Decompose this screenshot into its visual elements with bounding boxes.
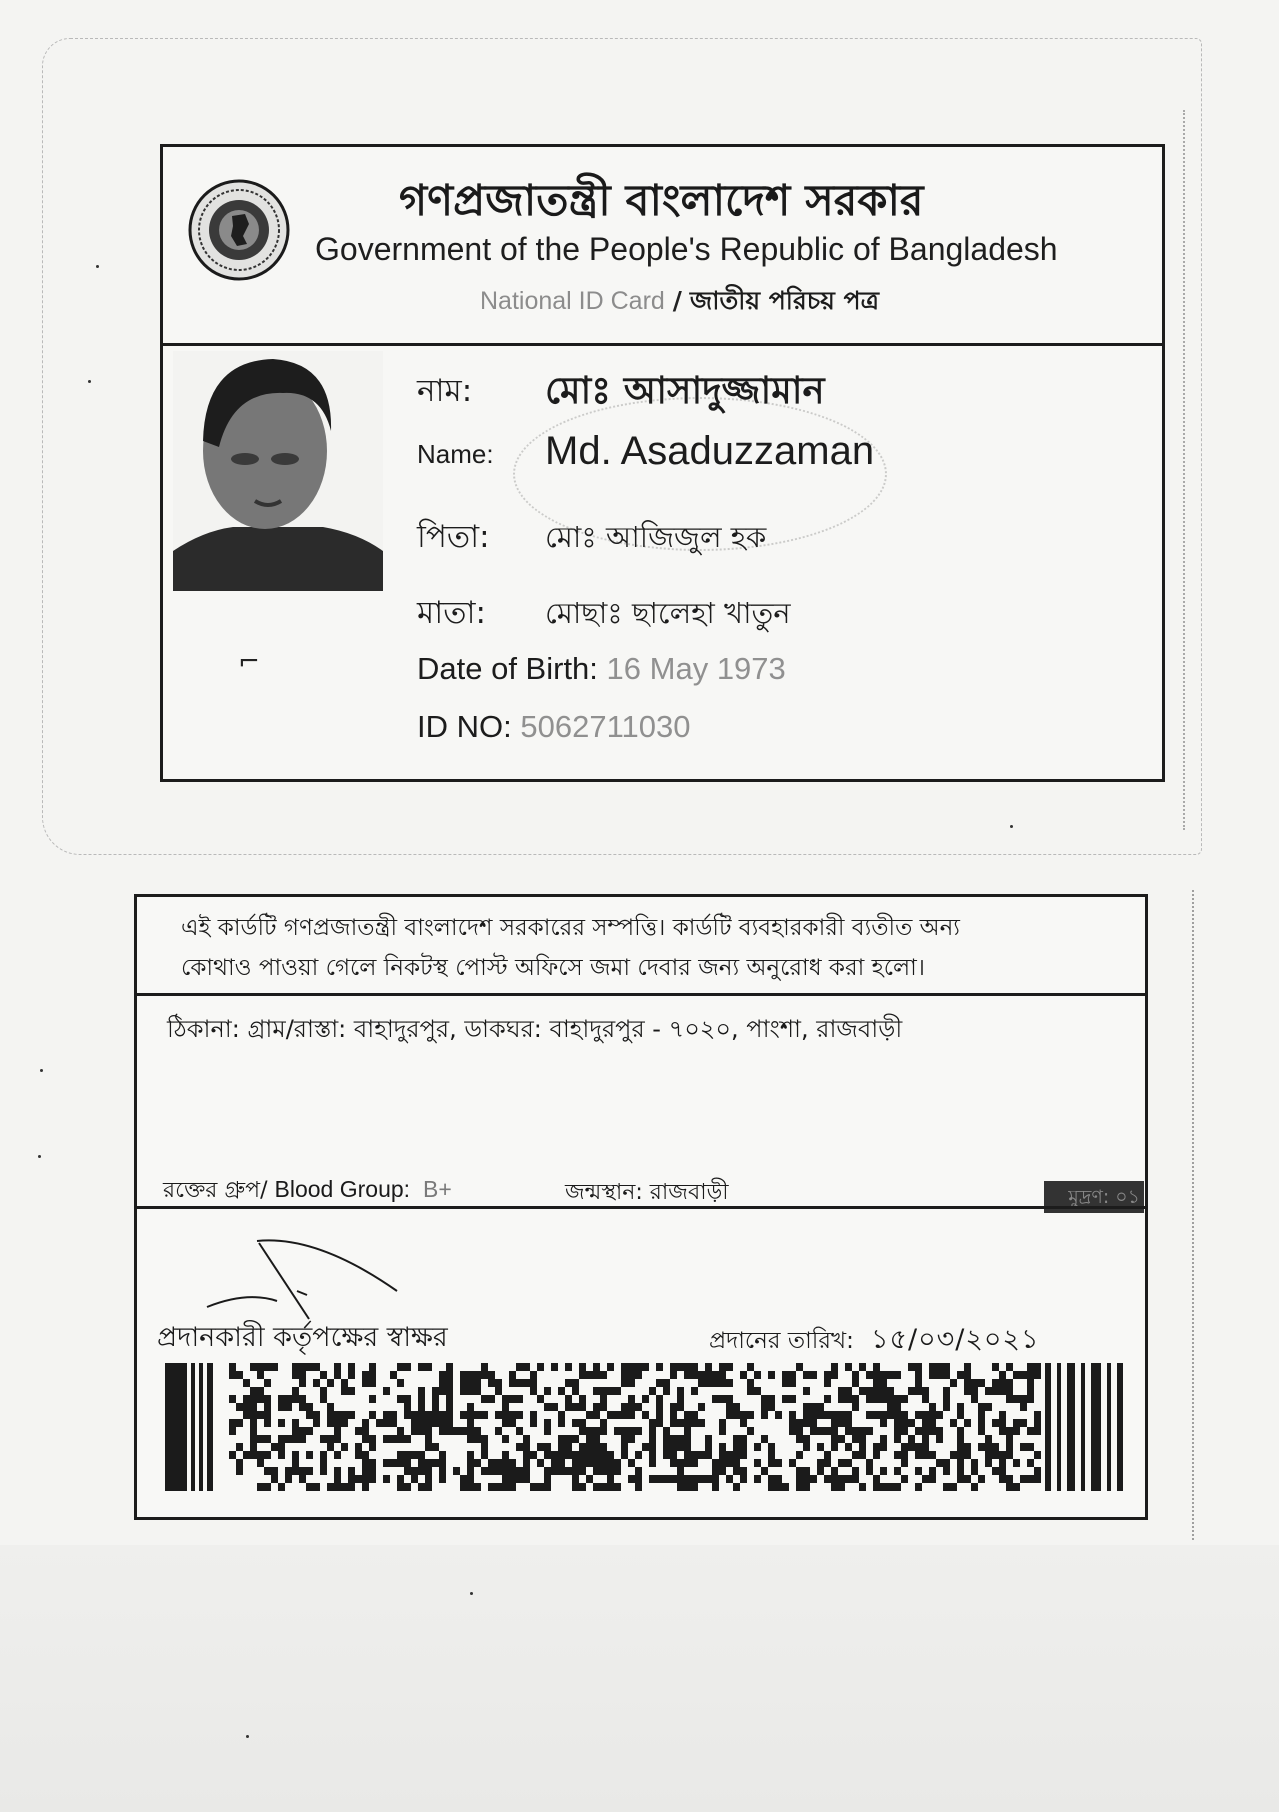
pdf417-barcode xyxy=(165,1363,1125,1491)
nid-back-card xyxy=(134,894,1148,1520)
card-type xyxy=(480,281,879,324)
scan-speck xyxy=(40,1069,43,1072)
dob-label: Date of Birth: xyxy=(417,651,598,686)
father-label: পিতা: xyxy=(417,519,490,555)
issue-date-label: প্রদানের তারিখ: xyxy=(709,1328,854,1354)
name-en-value: Md. Asaduzzaman xyxy=(545,429,875,473)
divider xyxy=(137,1206,1145,1209)
scan-speck xyxy=(246,1735,249,1738)
card-type-separator: / xyxy=(672,286,682,315)
name-en-label: Name: xyxy=(417,439,494,469)
id-value: 5062711030 xyxy=(520,709,691,744)
issue-date xyxy=(709,1319,1040,1364)
blood-group-label-sep: / xyxy=(260,1178,268,1203)
id-number xyxy=(417,709,690,745)
holder-photo xyxy=(173,351,383,591)
photocopy-edge xyxy=(1192,890,1194,1540)
id-label: ID NO: xyxy=(417,709,512,744)
card-type-english: National ID Card xyxy=(480,287,665,315)
government-seal-icon xyxy=(187,178,291,282)
blood-group-value: B+ xyxy=(423,1176,452,1202)
scan-shadow xyxy=(0,1545,1279,1812)
scan-speck xyxy=(470,1592,473,1595)
name-bn-value: মোঃ আসাদুজ্জামান xyxy=(545,369,825,412)
notice-line-2: কোথাও পাওয়া গেলে নিকটস্থ পোস্ট অফিসে জমা দেবার জন্য অনুরোধ করা হলো। xyxy=(181,955,926,981)
blood-group xyxy=(163,1173,452,1210)
father-value: মোঃ আজিজুল হক xyxy=(545,520,767,554)
print-tag: মুদ্রণ: ০১ xyxy=(1044,1181,1144,1213)
dob-value: 16 May 1973 xyxy=(606,651,786,686)
title-english: Government of the People's Republic of Bangladesh xyxy=(315,231,1058,267)
blood-group-label-bn: রক্তের গ্রুপ xyxy=(163,1178,261,1203)
nid-front-card xyxy=(160,144,1165,782)
notice-line-1: এই কার্ডটি গণপ্রজাতন্ত্রী বাংলাদেশ সরকারের সম্পত্তি। কার্ডটি ব্যবহারকারী ব্যতীত অন্য xyxy=(181,915,960,941)
scan-speck xyxy=(88,380,91,383)
photocopy-edge xyxy=(1183,110,1185,830)
birth-place: জন্মস্থান: রাজবাড়ী xyxy=(565,1180,729,1205)
issue-date-value: ১৫/০৩/২০২১ xyxy=(870,1324,1040,1355)
title-bangla: গণপ্রজাতন্ত্রী বাংলাদেশ সরকার xyxy=(399,176,924,226)
card-type-bangla: জাতীয় পরিচয় পত্র xyxy=(689,286,879,315)
signature-label: প্রদানকারী কর্তৃপক্ষের স্বাক্ষর xyxy=(157,1322,448,1353)
date-of-birth xyxy=(417,651,786,687)
card-header xyxy=(163,147,1162,346)
mother-label: মাতা: xyxy=(417,595,486,631)
scan-speck xyxy=(1010,825,1013,828)
mother-value: মোছাঃ ছালেহা খাতুন xyxy=(545,596,791,630)
name-bn-label: নাম: xyxy=(417,373,473,409)
scan-speck xyxy=(96,265,99,268)
ownership-notice xyxy=(137,897,1145,996)
photo-mark: ⌐ xyxy=(238,647,260,677)
address: ঠিকানা: গ্রাম/রাস্তা: বাহাদুরপুর, ডাকঘর: বাহাদুরপুর - ৭০২০, পাংশা, রাজবাড়ী xyxy=(167,1015,903,1043)
scan-speck xyxy=(38,1155,41,1158)
authority-signature xyxy=(197,1221,447,1331)
blood-group-label-en: Blood Group: xyxy=(274,1176,411,1202)
